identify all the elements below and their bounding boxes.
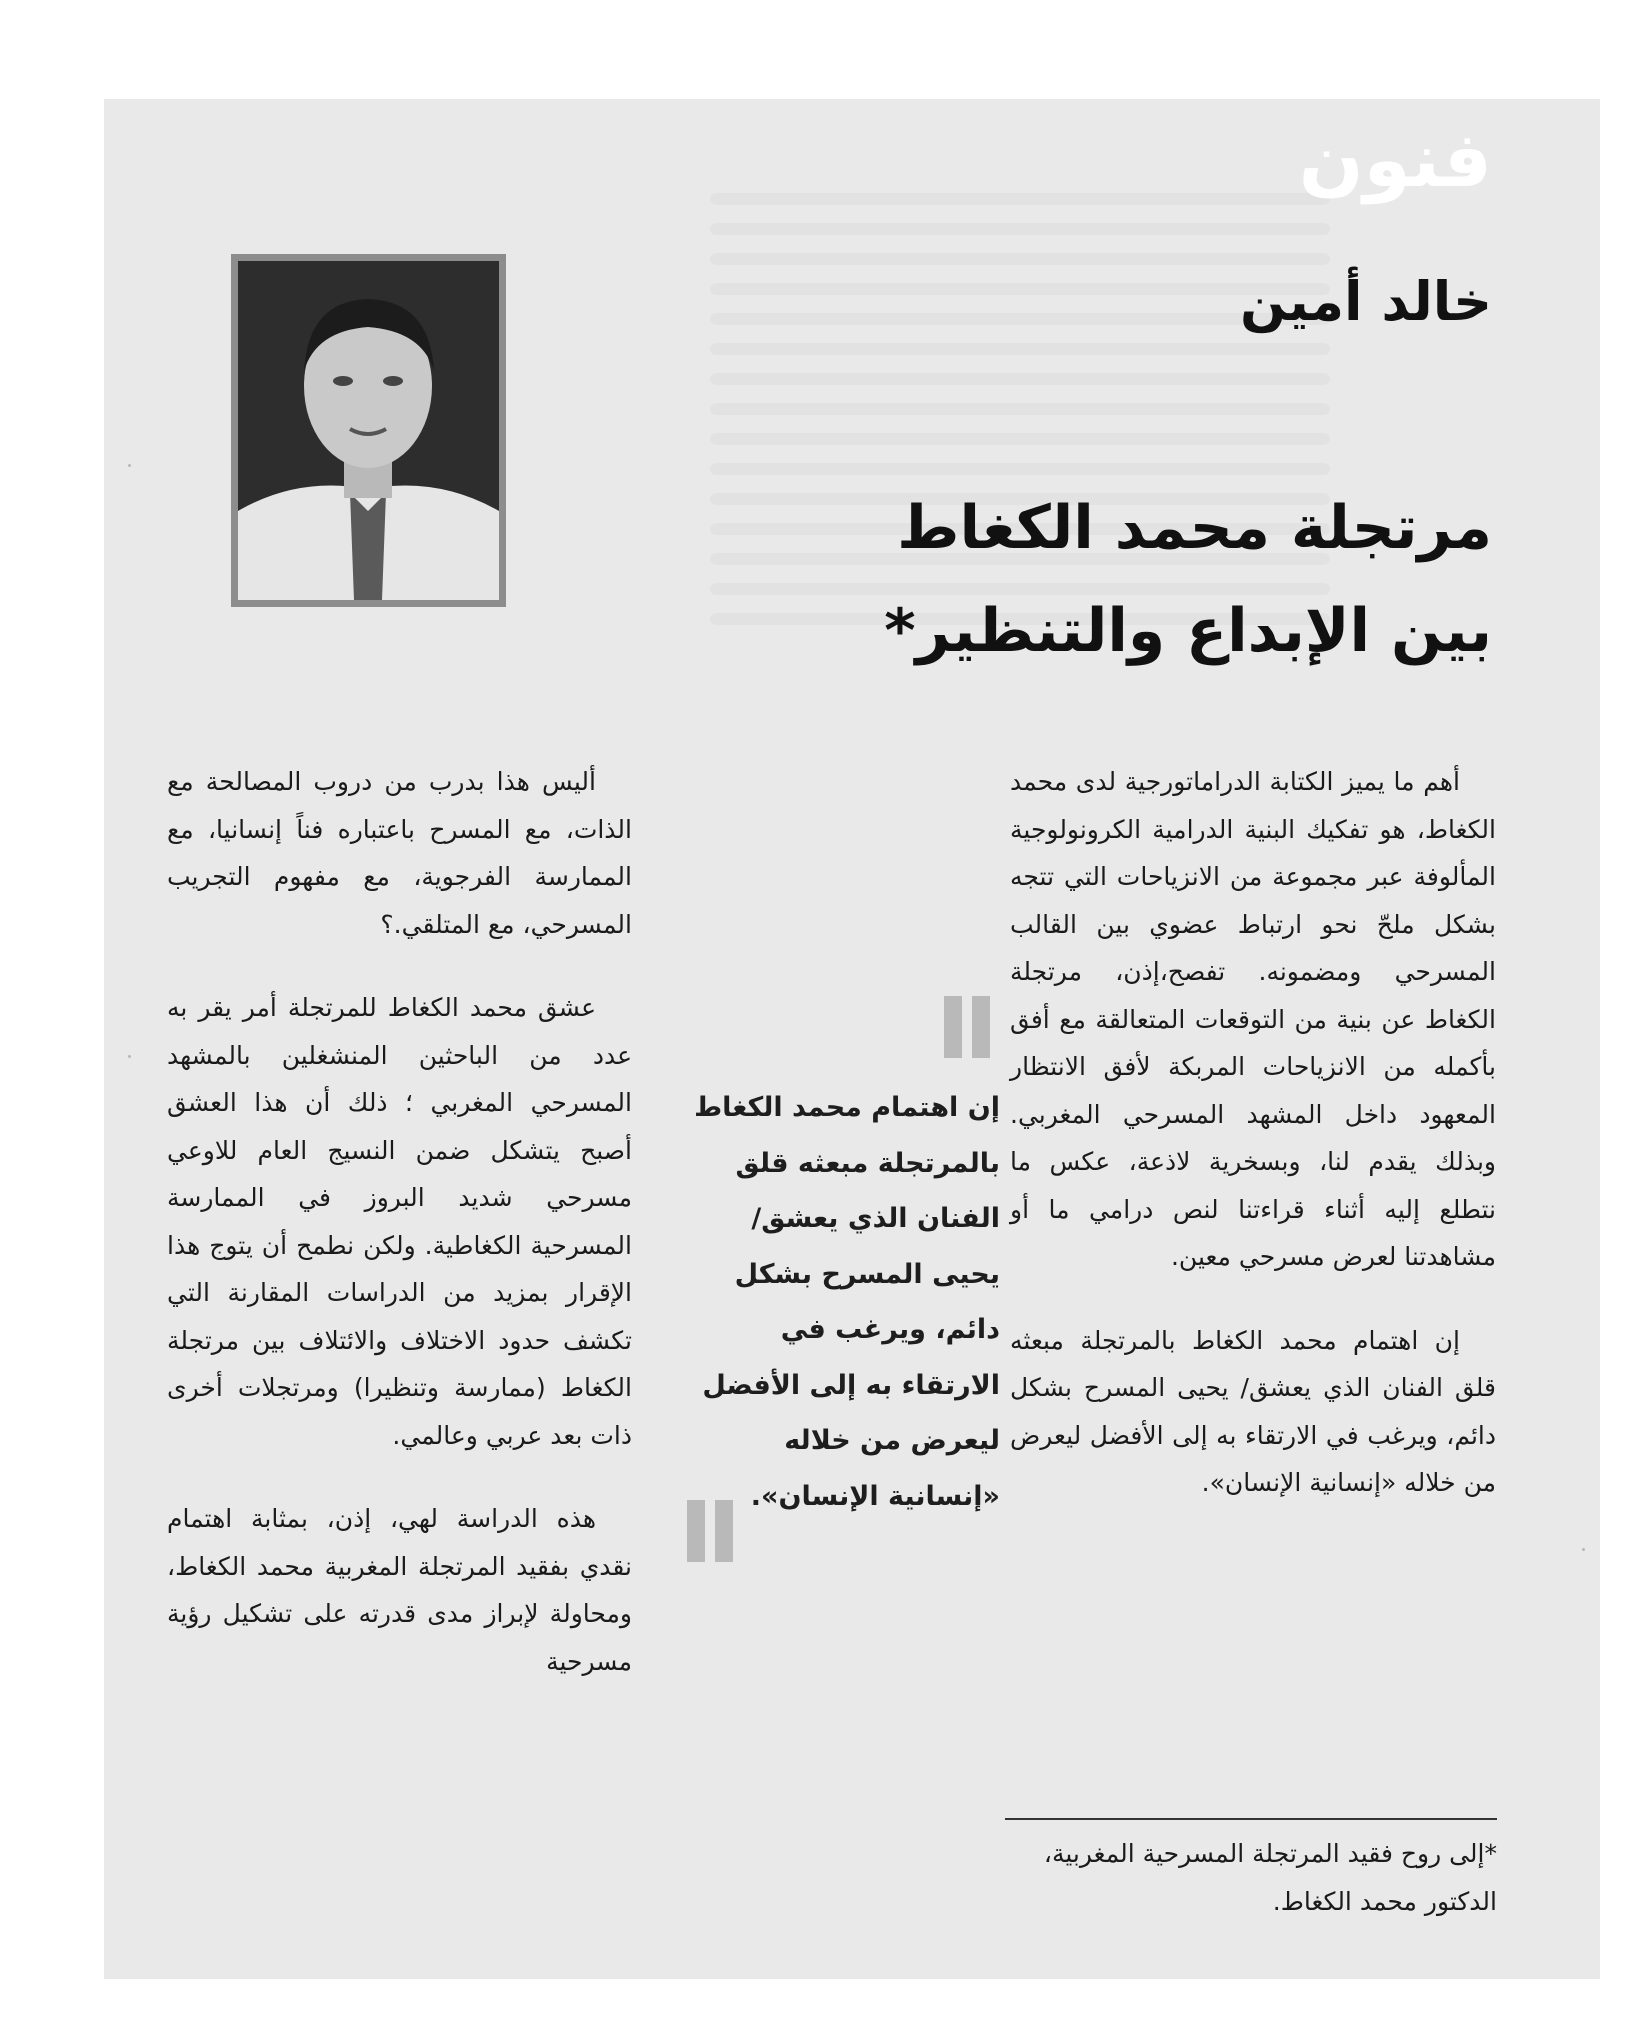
margin-dot: [128, 464, 131, 467]
article-title-line2: بين الإبداع والتنظير*: [884, 596, 1492, 666]
paragraph: إن اهتمام محمد الكغاط بالمرتجلة مبعثه قلق الفنان الذي يعشق/ يحيى المسرح بشكل دائم، ويرغب في الارتقاء به إلى الأفضل ليعرض من خلاله «إنسانية الإنسان».: [1010, 1325, 1496, 1497]
quote-mark-open-icon: [944, 996, 990, 1058]
paragraph: عشق محمد الكغاط للمرتجلة أمر يقر به عدد من الباحثين المنشغلين بالمشهد المسرحي المغربي ؛ ذلك أن هذا العشق أصبح يتشكل ضمن النسيج العام للاوعي مسرحي شديد البروز في الممارسة المسرحية الكغاطية. ولكن نطمح أن يتوج هذا الإقرار بمزيد من الدراسات المقارنة التي تكشف حدود الاختلاف والائتلاف بين مرتجلة الكغاط (ممارسة وتنظيرا) ومرتجلات أخرى ذات بعد عربي وعالمي.: [167, 993, 632, 1450]
article-column-left: [167, 758, 632, 1721]
footnote-divider: [1005, 1818, 1497, 1820]
footnote: *إلى روح فقيد المرتجلة المسرحية المغربية، الدكتور محمد الكغاط.: [1043, 1839, 1497, 1916]
paragraph: هذه الدراسة لهي، إذن، بمثابة اهتمام نقدي بفقيد المرتجلة المغربية محمد الكغاط، ومحاولة لإبراز مدى قدرته على تشكيل رؤية مسرحية: [167, 1504, 632, 1676]
author-photo-frame: [231, 254, 506, 607]
author-photo: [238, 261, 499, 600]
paragraph: أهم ما يميز الكتابة الدراماتورجية لدى محمد الكغاط، هو تفكيك البنية الدرامية الكرونولوجية المألوفة عبر مجموعة من الانزياحات التي تتجه بشكل ملحّ نحو ارتباط عضوي بين القالب المسرحي ومضمونه. تفصح،إذن، مرتجلة الكغاط عن بنية من التوقعات المتعالقة مع أفق بأكمله من الانزياحات المربكة لأفق الانتظار المعهود داخل المشهد المسرحي المغربي. وبذلك يقدم لنا، وبسخرية لاذعة، عكس ما نتطلع إليه أثناء قراءتنا لنص درامي ما أو مشاهدتنا لعرض مسرحي معين.: [1010, 767, 1496, 1271]
paragraph: أليس هذا بدرب من دروب المصالحة مع الذات، مع المسرح باعتباره فناً إنسانيا، مع الممارسة الفرجوية، مع مفهوم التجريب المسرحي، مع المتلقي.؟: [167, 767, 632, 939]
pull-quote: إن اهتمام محمد الكغاط بالمرتجلة مبعثه قلق الفنان الذي يعشق/ يحيى المسرح بشكل دائم، ويرغب في الارتقاء به إلى الأفضل ليعرض من خلاله «إنسانية الإنسان».: [694, 1092, 1000, 1512]
author-name: خالد أمين: [1239, 270, 1492, 333]
section-label: فنون: [1298, 115, 1492, 204]
margin-dot: [1582, 1548, 1585, 1551]
background-watermark: [710, 175, 1330, 795]
margin-dot: [128, 1055, 131, 1058]
portrait-illustration: [238, 261, 499, 600]
article-column-right: [1010, 758, 1496, 1543]
quote-mark-close-icon: [687, 1500, 733, 1562]
article-title-line1: مرتجلة محمد الكغاط: [897, 493, 1492, 563]
